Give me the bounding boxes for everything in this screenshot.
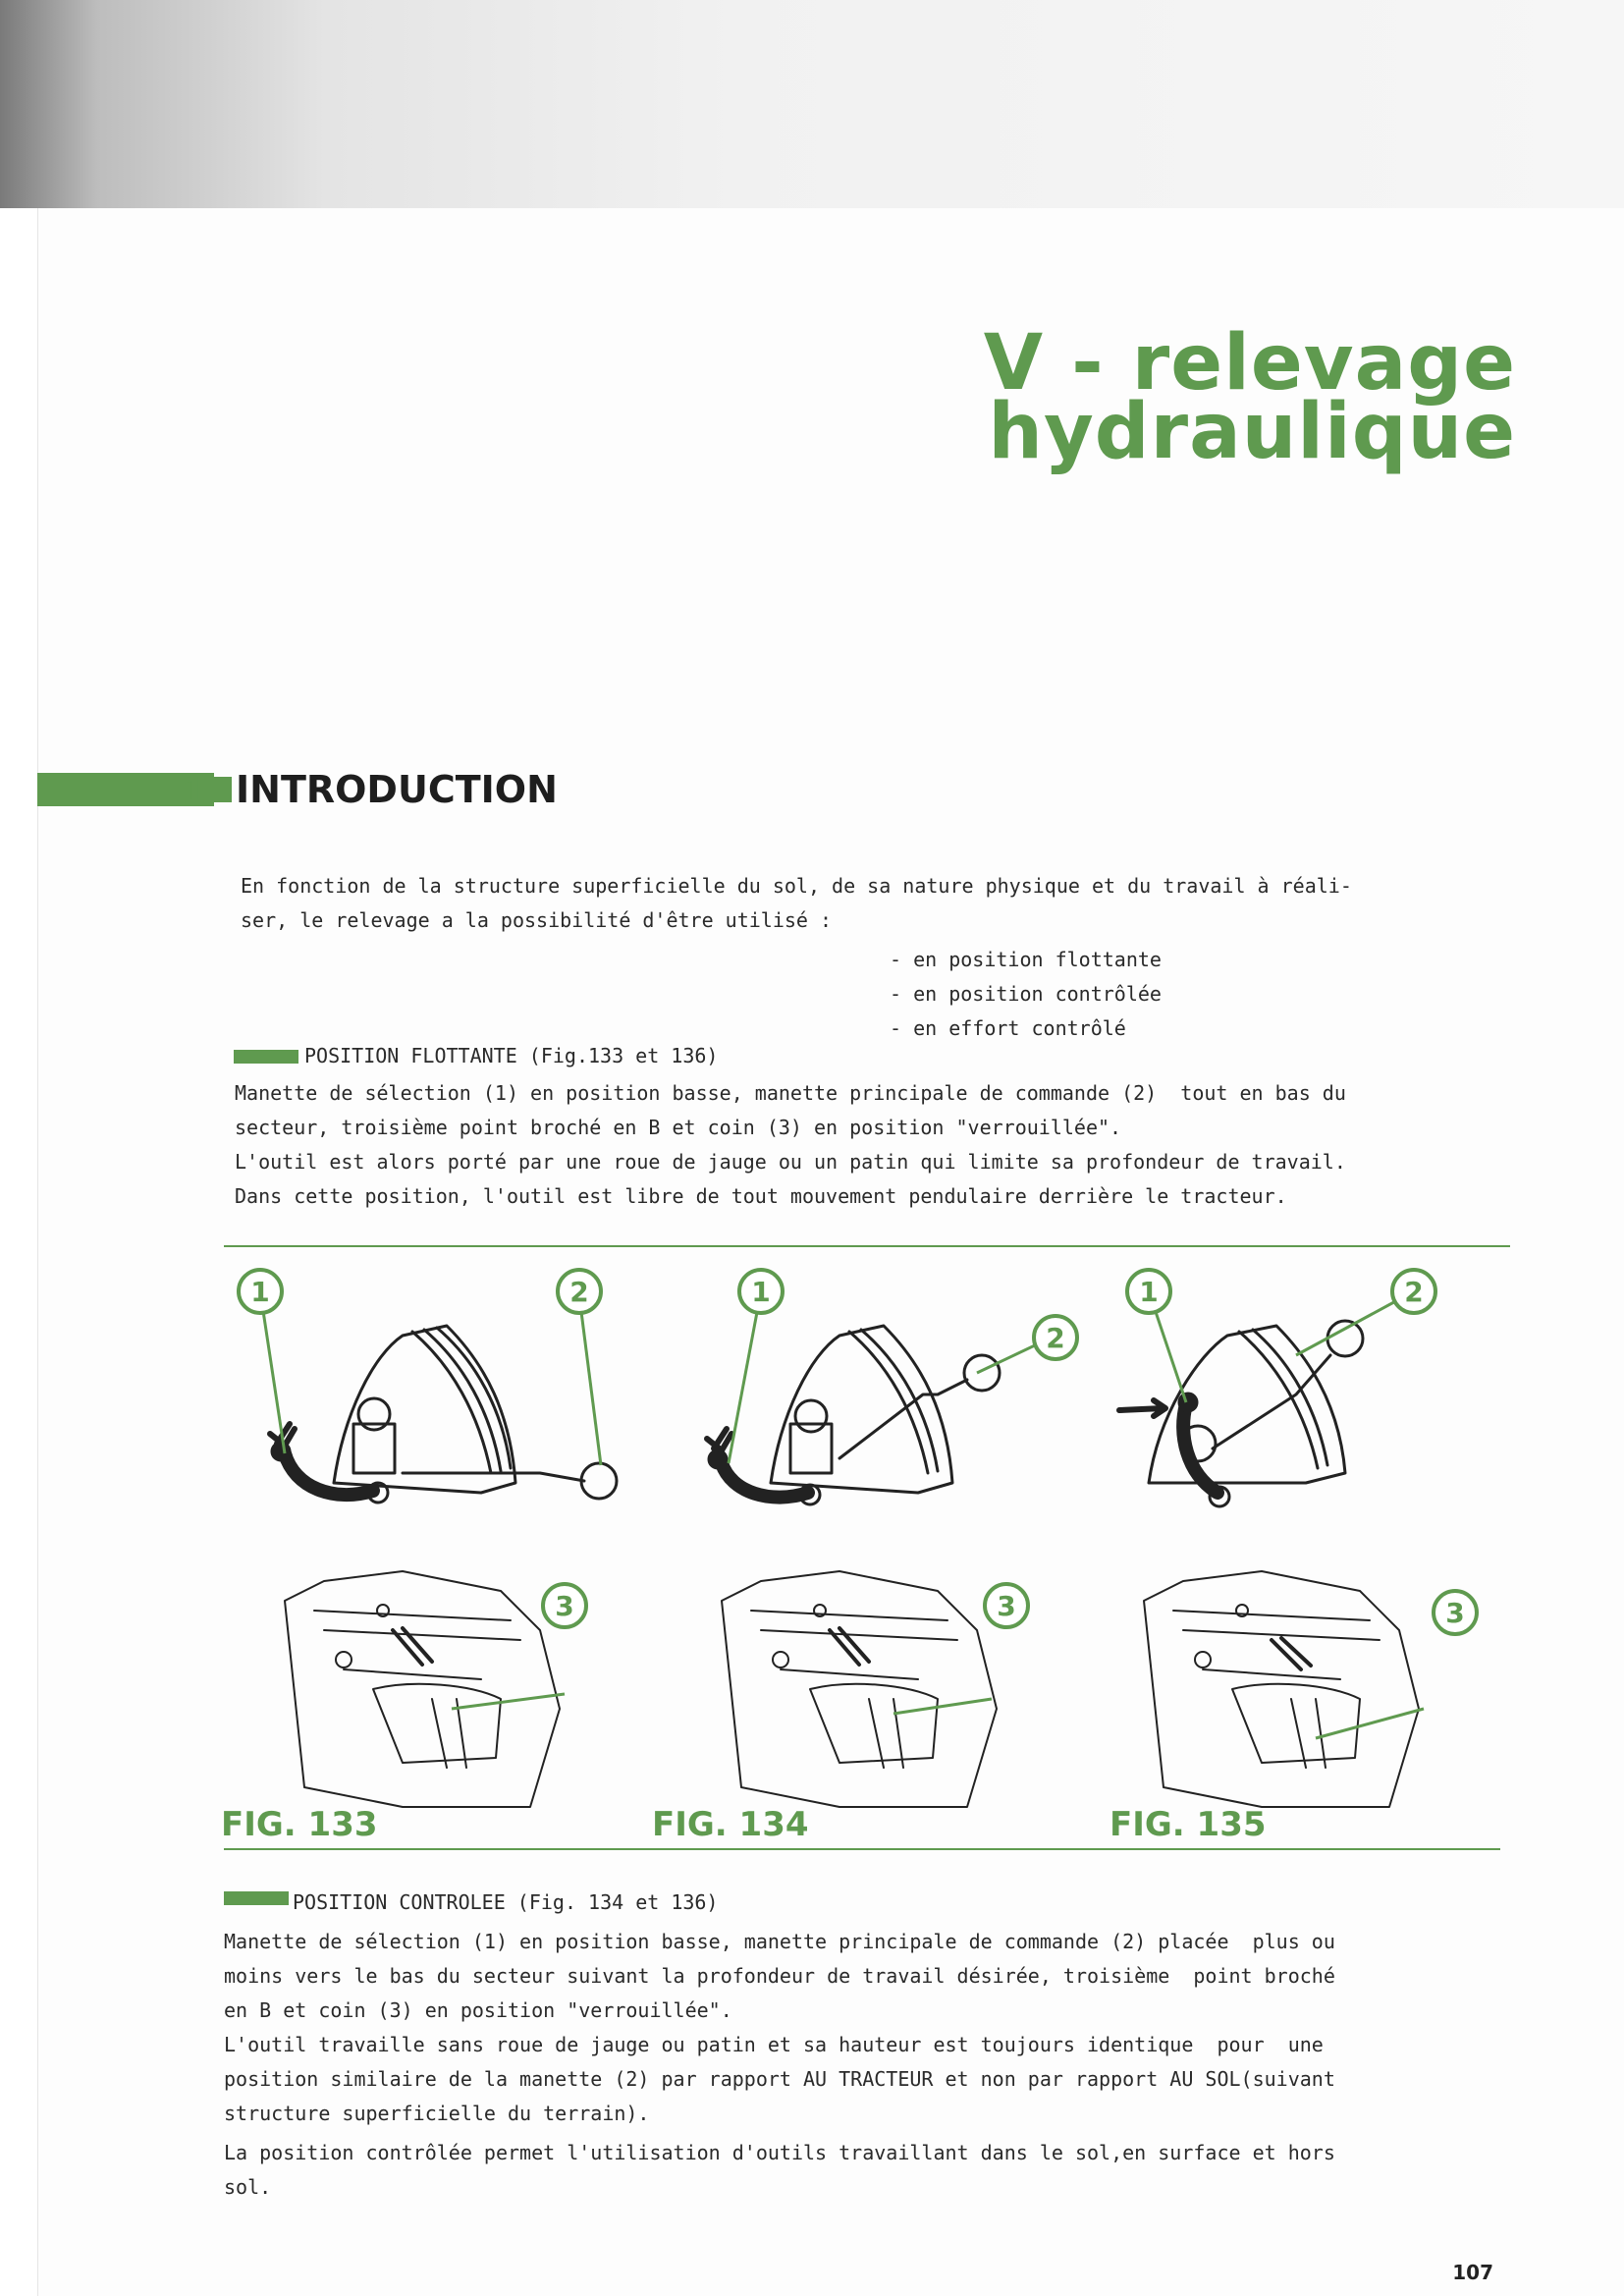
flottante-line-4: Dans cette position, l'outil est libre de tout mouvement pendulaire derrière le tracteur. — [235, 1184, 1287, 1208]
flottante-heading: POSITION FLOTTANTE (Fig.133 et 136) — [304, 1044, 719, 1067]
intro-line-1: En fonction de la structure superficielle du sol, de sa nature physique et du travail à réali- — [241, 874, 1352, 898]
figure-135-engine — [1144, 1571, 1419, 1807]
svg-text:3: 3 — [1445, 1597, 1465, 1629]
page-number: 107 — [1452, 2261, 1493, 2284]
chapter-title — [983, 319, 1516, 476]
chapter-title-line1: V - relevage — [983, 319, 1516, 408]
svg-text:1: 1 — [751, 1276, 771, 1308]
section-number: 1 — [181, 770, 207, 813]
svg-text:2: 2 — [1404, 1276, 1424, 1308]
flottante-line-2: secteur, troisième point broché en B et coin (3) en position "verrouillée". — [235, 1116, 1122, 1139]
lever-figures — [216, 1247, 1522, 1836]
callout-133-1-icon — [239, 1270, 282, 1313]
controlee-heading: POSITION CONTROLEE (Fig. 134 et 136) — [293, 1890, 719, 1914]
callout-134-2-icon — [1034, 1316, 1077, 1359]
svg-text:3: 3 — [555, 1590, 574, 1622]
callout-133-2-icon — [558, 1270, 601, 1313]
section-title: INTRODUCTION — [236, 768, 558, 811]
flottante-heading-bar — [234, 1050, 298, 1064]
controlee-line-5: position similaire de la manette (2) par rapport AU TRACTEUR et non par rapport AU SOL(suivant — [224, 2067, 1335, 2091]
intro-line-2: ser, le relevage a la possibilité d'être utilisé : — [241, 908, 833, 932]
fig-135-label: FIG. 135 — [1110, 1805, 1267, 1844]
controlee-line-8: sol. — [224, 2175, 272, 2199]
callout-135-3-icon — [1434, 1591, 1477, 1634]
controlee-line-2: moins vers le bas du secteur suivant la profondeur de travail désirée, troisième point broché — [224, 1964, 1335, 1988]
controlee-line-3: en B et coin (3) en position "verrouillée". — [224, 1998, 732, 2022]
controlee-line-4: L'outil travaille sans roue de jauge ou patin et sa hauteur est toujours identique pour une — [224, 2033, 1324, 2056]
controlee-line-6: structure superficielle du terrain). — [224, 2102, 650, 2125]
callout-133-3-icon — [543, 1584, 586, 1627]
svg-text:1: 1 — [250, 1276, 270, 1308]
intro-option-3: - en effort contrôlé — [890, 1016, 1126, 1040]
controlee-line-1: Manette de sélection (1) en position basse, manette principale de commande (2) placée plus ou — [224, 1930, 1335, 1953]
figure-135-lever — [1119, 1321, 1363, 1506]
figure-134-engine — [722, 1571, 997, 1807]
fig-134-label: FIG. 134 — [652, 1805, 809, 1844]
callout-135-1-icon — [1127, 1270, 1170, 1313]
chapter-title-line2: hydraulique — [988, 388, 1516, 476]
fig-133-label: FIG. 133 — [221, 1805, 378, 1844]
controlee-heading-bar — [224, 1891, 289, 1905]
flottante-line-1: Manette de sélection (1) en position basse, manette principale de commande (2) tout en bas du — [235, 1081, 1346, 1105]
figure-133-lever — [270, 1326, 617, 1503]
intro-option-1: - en position flottante — [890, 948, 1162, 971]
figure-bottom-rule — [224, 1848, 1500, 1850]
svg-text:1: 1 — [1139, 1276, 1159, 1308]
section-square — [212, 777, 232, 802]
svg-text:2: 2 — [1046, 1322, 1065, 1354]
flottante-line-3: L'outil est alors porté par une roue de jauge ou un patin qui limite sa profondeur de travail. — [235, 1150, 1346, 1174]
callout-134-1-icon — [739, 1270, 783, 1313]
controlee-line-7: La position contrôlée permet l'utilisation d'outils travaillant dans le sol,en surface et hors — [224, 2141, 1335, 2164]
figure-133-engine — [285, 1571, 560, 1807]
callouts — [239, 1270, 1477, 1634]
callout-135-2-icon — [1392, 1270, 1435, 1313]
svg-text:2: 2 — [569, 1276, 589, 1308]
intro-option-2: - en position contrôlée — [890, 982, 1162, 1006]
svg-text:3: 3 — [997, 1590, 1016, 1622]
scan-top-shadow — [0, 0, 1624, 208]
callout-134-3-icon — [985, 1584, 1028, 1627]
